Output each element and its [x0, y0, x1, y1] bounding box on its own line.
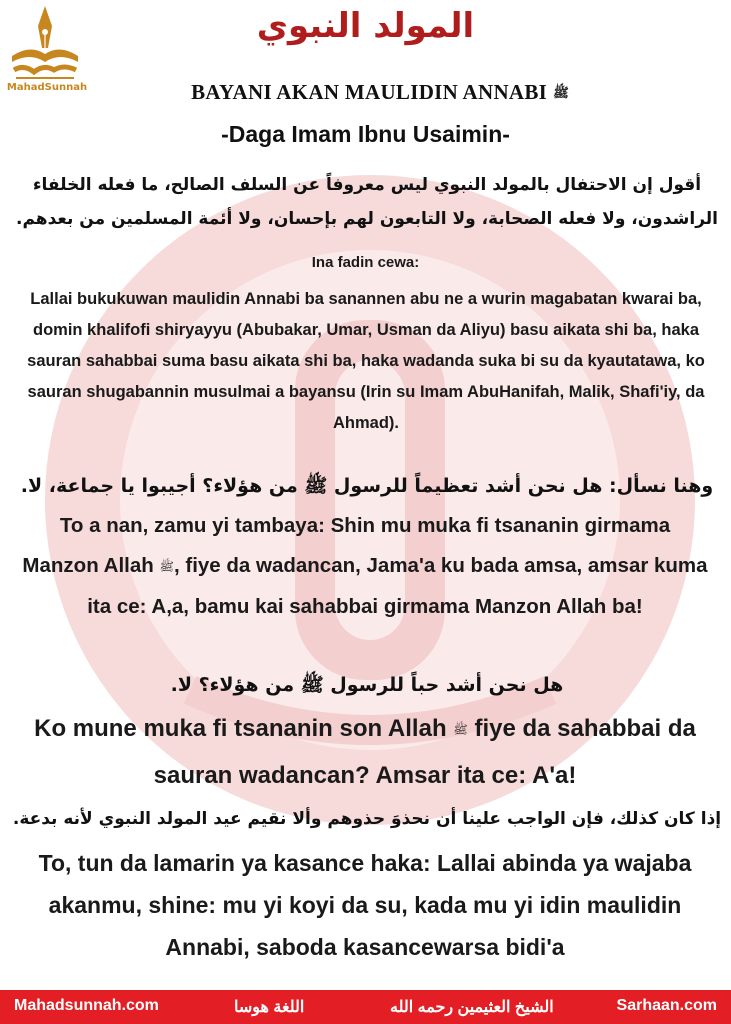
hausa-paragraph-2: [20, 506, 710, 627]
hausa-intro: Ina fadin cewa:: [311, 254, 420, 271]
page-title: المولد النبوي: [256, 6, 475, 46]
document-heading: [120, 80, 640, 105]
footer-bar: [0, 990, 731, 1024]
hausa-paragraph-4: To, tun da lamarin ya kasance haka: Lallai abinda ya wajaba akanmu, shine: mu yi koyi da su, kada mu yi idin maulidin Annabi, saboda kasancewarsa bidi'a: [38, 850, 692, 960]
salawat-symbol: ﷺ: [553, 84, 569, 100]
hausa-paragraph-1: Lallai bukukuwan maulidin Annabi ba sanannen abu ne a wurin magabatan kwarai ba, domin khalifofi shiryayyu (Abubakar, Umar, Usman da Aliyu) basu aikata shi ba, haka sauran sahabbai suma basu aikata shi ba, haka wadanda suka bi su da kyautatawa, ko sauran shugabannin musulmai a bayansu (Irin su Imam AbuHanifah, Malik, Shafi'iy, da Ahmad).: [27, 290, 705, 432]
footer-sheikh: الشيخ العثيمين رحمه الله: [390, 999, 554, 1016]
author-subheading: -Daga Imam Ibnu Usaimin-: [221, 121, 510, 147]
hausa-paragraph-2-part-a: To a nan, zamu yi tambaya: Shin mu muka fi tsananin girmama Manzon Allah: [22, 514, 671, 577]
logo-caption: MahadSunnah: [6, 82, 88, 93]
hausa-paragraph-3-part-a: Ko mune muka fi tsananin son Allah: [34, 715, 447, 742]
footer-partner-link[interactable]: Sarhaan.com: [616, 997, 717, 1014]
footer-language: اللغة هوسا: [234, 999, 305, 1016]
salawat-symbol: ﷺ: [453, 722, 468, 737]
footer-website-link[interactable]: Mahadsunnah.com: [14, 997, 159, 1014]
hausa-paragraph-3: [20, 706, 710, 799]
arabic-paragraph-3: هل نحن أشد حباً للرسول ﷺ من هؤلاء؟ لا.: [170, 674, 564, 696]
arabic-paragraph-2: وهنا نسأل: هل نحن أشد تعظيماً للرسول ﷺ من هؤلاء؟ أجيبوا يا جماعة، لا.: [20, 475, 714, 497]
heading-text: BAYANI AKAN MAULIDIN ANNABI: [191, 80, 548, 104]
arabic-paragraph-4: إذا كان كذلك، فإن الواجب علينا أن نحذوَ حذوهم وألا نقيم عيد المولد النبوي لأنه بدعة.: [12, 809, 722, 829]
hausa-paragraph-2-part-b: , fiye da wadancan, Jama'a ku bada amsa, amsar kuma ita ce: A,a, bamu kai sahabbai girmama Manzon Allah ba!: [87, 554, 708, 618]
salawat-symbol: ﷺ: [159, 559, 174, 574]
arabic-paragraph-1: أقول إن الاحتفال بالمولد النبوي ليس معروفاً عن السلف الصالح، ما فعله الخلفاء الراشدون، ولا فعله الصحابة، ولا التابعون لهم بإحسان، ولا أئمة المسلمين من بعدهم.: [16, 175, 718, 229]
hausa-paragraph-3-part-b: fiye da sahabbai da sauran wadancan? Amsar ita ce: A'a!: [153, 715, 696, 789]
